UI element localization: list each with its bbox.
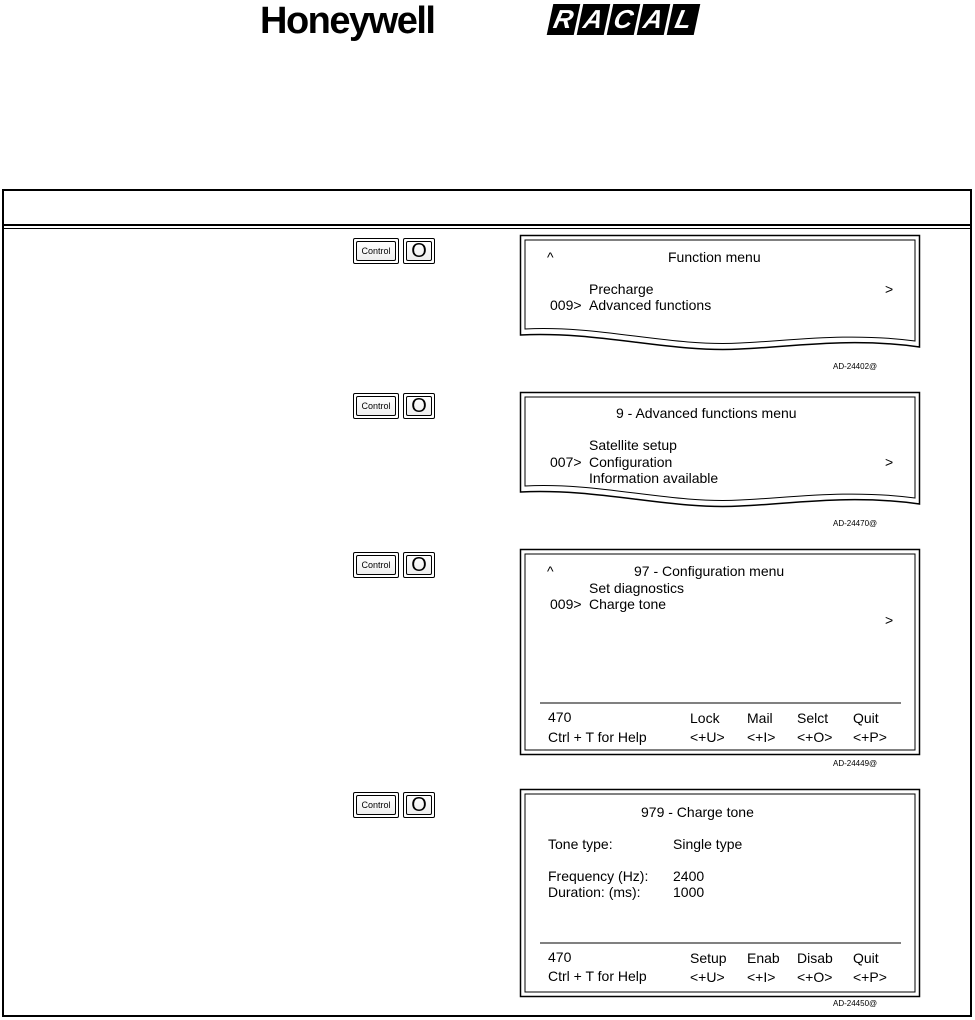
softkey-label-mail: Mail [747, 710, 773, 726]
menu-item: Precharge [589, 281, 654, 297]
key-pair-3 [353, 552, 435, 578]
screen-advanced-functions-menu [520, 392, 920, 532]
menu-item: Set diagnostics [589, 580, 684, 596]
softkey-label-enable: Enab [747, 950, 780, 966]
help-hint: Ctrl + T for Help [548, 968, 647, 984]
softkey-shortcut: <+U> [690, 729, 725, 745]
racal-logo [550, 4, 697, 35]
softkey-shortcut: <+U> [690, 969, 725, 985]
softkey-label-lock: Lock [690, 710, 720, 726]
honeywell-logo: Honeywell [260, 0, 435, 42]
key-pair-2 [353, 393, 435, 419]
selector-arrow: > [885, 612, 894, 628]
racal-letter-l: L [667, 4, 701, 35]
key-pair-1 [353, 238, 435, 264]
menu-item-selected: Charge tone [589, 596, 667, 612]
softkey-label-select: Selct [797, 710, 829, 726]
control-key: Control [353, 792, 399, 818]
selector-arrow: > [885, 454, 894, 470]
help-hint: Ctrl + T for Help [548, 729, 647, 745]
softkey-shortcut: <+P> [853, 729, 887, 745]
menu-item-selected: Advanced functions [589, 297, 712, 313]
table-header-divider-thin [4, 228, 970, 229]
softkey-label-quit: Quit [853, 950, 879, 966]
racal-letter-r: R [547, 4, 581, 35]
field-label-tone-type: Tone type: [548, 836, 613, 852]
softkey-label-quit: Quit [853, 710, 879, 726]
racal-letter-a: A [577, 4, 611, 35]
field-label-frequency: Frequency (Hz): [548, 868, 649, 884]
o-key: O [403, 393, 435, 419]
softkey-label-setup: Setup [690, 950, 727, 966]
softkey-shortcut: <+P> [853, 969, 887, 985]
table-header-divider [4, 224, 970, 226]
status-code: 470 [548, 709, 572, 725]
figure-id: AD-24470@ [833, 519, 878, 528]
o-key: O [403, 792, 435, 818]
menu-code: 009> [550, 297, 582, 313]
control-key: Control [353, 393, 399, 419]
screen-title: 9 - Advanced functions menu [616, 405, 797, 421]
screen-title: 979 - Charge tone [641, 804, 754, 820]
menu-item: Satellite setup [589, 437, 677, 453]
scroll-up-caret: ^ [547, 563, 554, 579]
screen-configuration-menu [520, 549, 920, 771]
menu-item-selected: Configuration [589, 454, 673, 470]
racal-letter-a2: A [637, 4, 671, 35]
field-value-tone-type: Single type [673, 836, 743, 852]
softkey-shortcut: <+O> [797, 729, 833, 745]
o-key: O [403, 238, 435, 264]
figure-id: AD-24449@ [833, 759, 878, 768]
scroll-up-caret: ^ [547, 249, 554, 265]
field-value-frequency: 2400 [673, 868, 705, 884]
figure-id: AD-24402@ [833, 362, 878, 371]
menu-item: Information available [589, 470, 719, 486]
menu-code: 009> [550, 596, 582, 612]
softkey-shortcut: <+I> [747, 969, 776, 985]
field-label-duration: Duration: (ms): [548, 884, 641, 900]
screen-title: 97 - Configuration menu [634, 563, 785, 579]
screen-title: Function menu [668, 249, 761, 265]
control-key: Control [353, 552, 399, 578]
key-pair-4 [353, 792, 435, 818]
field-value-duration: 1000 [673, 884, 705, 900]
o-key: O [403, 552, 435, 578]
figure-id: AD-24450@ [833, 999, 878, 1008]
racal-letter-c: C [607, 4, 641, 35]
status-code: 470 [548, 949, 572, 965]
screen-function-menu [520, 235, 920, 375]
screen-charge-tone [520, 789, 920, 1011]
selector-arrow: > [885, 281, 894, 297]
control-key: Control [353, 238, 399, 264]
menu-code: 007> [550, 454, 582, 470]
softkey-shortcut: <+I> [747, 729, 776, 745]
softkey-label-disable: Disab [797, 950, 833, 966]
softkey-shortcut: <+O> [797, 969, 833, 985]
